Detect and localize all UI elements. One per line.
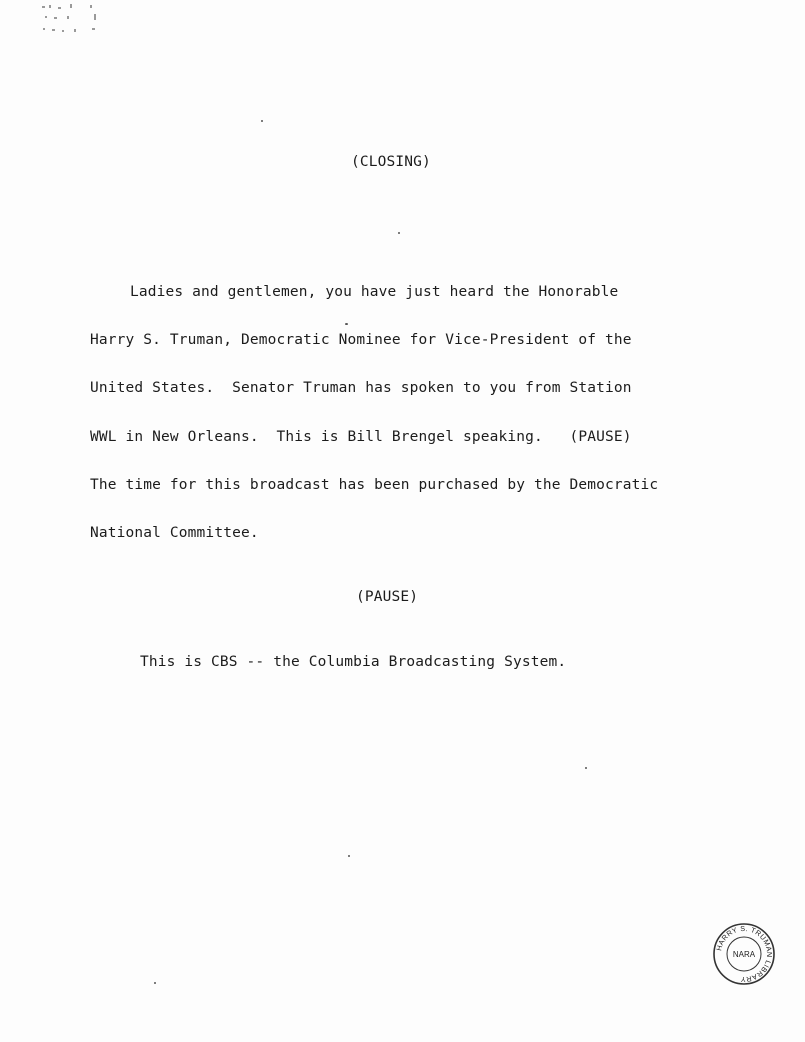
closing-heading: (CLOSING) [351,154,431,170]
seal-inner-text: NARA [732,950,756,959]
paper-speck [345,323,348,325]
paper-speck [585,767,587,769]
paper-speck [348,855,350,857]
paper-speck [398,232,400,234]
text-line: National Committee. [90,525,259,541]
text-line: Ladies and gentlemen, you have just heard the Honorable [130,284,619,300]
paper-speck [261,120,263,122]
library-seal-stamp [712,922,776,986]
corner-marks [40,2,100,36]
text-line: Harry S. Truman, Democratic Nominee for Vice-President of the [90,332,632,348]
pause-direction: (PAUSE) [356,589,419,605]
paper-speck [154,982,156,984]
seal-outer-text: HARRY S. TRUMAN LIBRARY [714,923,775,985]
text-line: The time for this broadcast has been purchased by the Democratic [90,477,659,493]
text-line: United States. Senator Truman has spoken to you from Station [90,380,632,396]
text-line: WWL in New Orleans. This is Bill Brengel speaking. (PAUSE) [90,429,632,445]
closing-line: This is CBS -- the Columbia Broadcasting System. [140,654,567,670]
